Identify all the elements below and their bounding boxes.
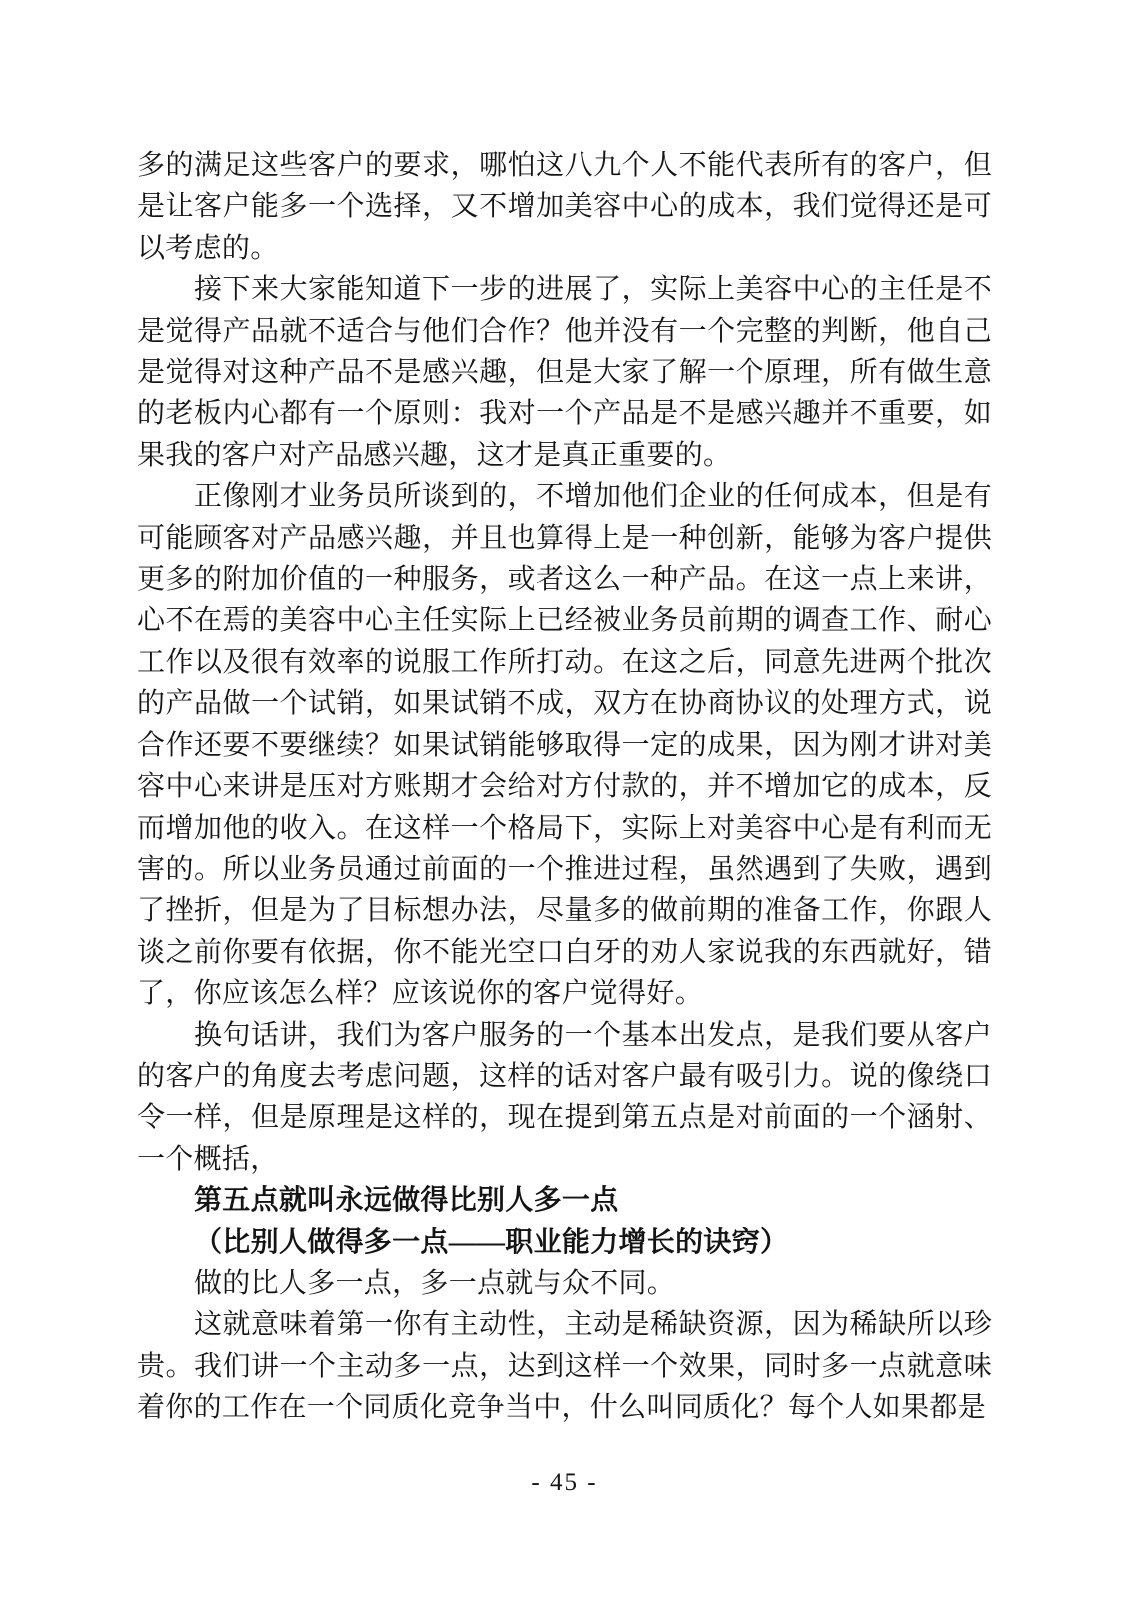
paragraph: 换句话讲，我们为客户服务的一个基本出发点，是我们要从客户的客户的角度去考虑问题，这样的话对客户最有吸引力。说的像绕口令一样，但是原理是这样的，现在提到第五点是对前面的一个涵射、一个概括， — [137, 1019, 992, 1175]
paragraph: 正像刚才业务员所谈到的，不增加他们企业的任何成本，但是有可能顾客对产品感兴趣，并且也算得上是一种创新，能够为客户提供更多的附加价值的一种服务，或者这么一种产品。在这一点上来讲，心不在焉的美容中心主任实际上已经被业务员前期的调查工作、耐心工作以及很有效率的说服工作所打动。在这之后，同意先进两个批次的产品做一个试销，如果试销不成，双方在协商协议的处理方式，说合作还要不要继续？如果试销能够取得一定的成果，因为刚才讲对美容中心来讲是压对方账期才会给对方付款的，并不增加它的成本，反而增加他的收入。在这样一个格局下，实际上对美容中心是有利而无害的。所以业务员通过前面的一个推进过程，虽然遇到了失败，遇到了挫折，但是为了目标想办法，尽量多的做前期的准备工作，你跟人谈之前你要有依据，你不能光空口白牙的劝人家说我的东西就好，错了，你应该怎么样？应该说你的客户觉得好。 — [137, 481, 992, 1010]
page-footer — [137, 1469, 992, 1497]
paragraph: 做的比人多一点，多一点就与众不同。 — [194, 1267, 676, 1299]
paragraph: （比别人做得多一点——职业能力增长的诀窍） — [194, 1226, 789, 1258]
paragraph: 接下来大家能知道下一步的进展了，实际上美容中心的主任是不是觉得产品就不适合与他们合作？他并没有一个完整的判断，他自己是觉得对这种产品不是感兴趣，但是大家了解一个原理，所有做生意的老板内心都有一个原则：我对一个产品是不是感兴趣并不重要，如果我的客户对产品感兴趣，这才是真正重要的。 — [137, 274, 992, 471]
page-body — [137, 145, 992, 1429]
page-number: - 45 - — [531, 1469, 598, 1496]
paragraph: 第五点就叫永远做得比别人多一点 — [194, 1185, 619, 1217]
paragraph: 这就意味着第一你有主动性，主动是稀缺资源，因为稀缺所以珍贵。我们讲一个主动多一点，达到这样一个效果，同时多一点就意味着你的工作在一个同质化竞争当中，什么叫同质化？每个人如果都是 — [137, 1309, 992, 1424]
paragraph: 多的满足这些客户的要求，哪怕这八九个人不能代表所有的客户，但是让客户能多一个选择，又不增加美容中心的成本，我们觉得还是可以考虑的。 — [137, 150, 992, 264]
